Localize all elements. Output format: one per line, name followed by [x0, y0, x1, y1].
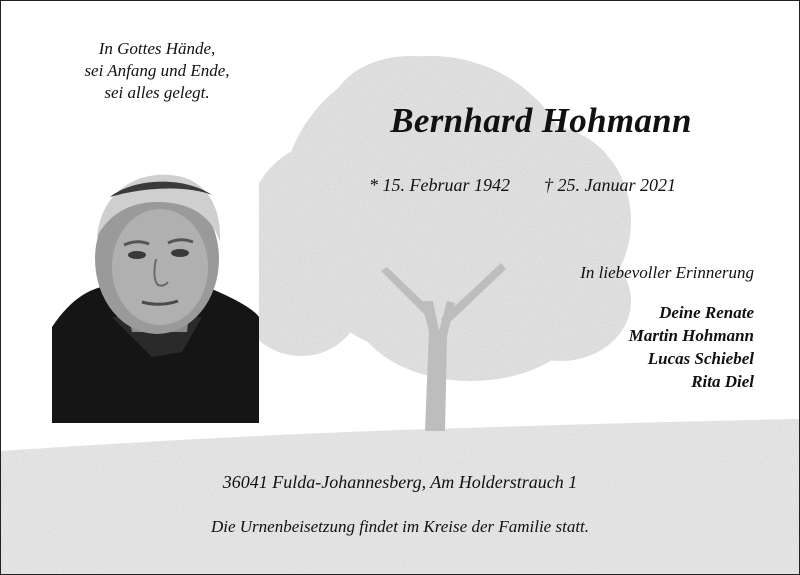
mourner-name: Rita Diel [691, 372, 754, 391]
verse [53, 38, 261, 104]
verse-line: sei alles gelegt. [104, 83, 210, 102]
address: 36041 Fulda-Johannesberg, Am Holderstrauch 1 [222, 472, 578, 492]
verse-line: sei Anfang und Ende, [84, 61, 230, 80]
mourner-name: Martin Hohmann [628, 326, 754, 345]
memory-line: In liebevoller Erinnerung [580, 263, 754, 282]
death-date: † 25. Januar 2021 [544, 175, 676, 195]
birth-date: * 15. Februar 1942 [369, 175, 510, 195]
mourners-list [629, 301, 754, 393]
burial-notice: Die Urnenbeisetzung findet im Kreise der Familie statt. [210, 517, 590, 536]
mourner-name: Deine Renate [659, 303, 754, 322]
mourner-name: Lucas Schiebel [647, 349, 754, 368]
meadow [1, 419, 799, 574]
deceased-name: Bernhard Hohmann [390, 101, 692, 140]
life-dates [369, 175, 676, 196]
verse-line: In Gottes Hände, [98, 39, 216, 58]
portrait-photo [52, 167, 259, 423]
